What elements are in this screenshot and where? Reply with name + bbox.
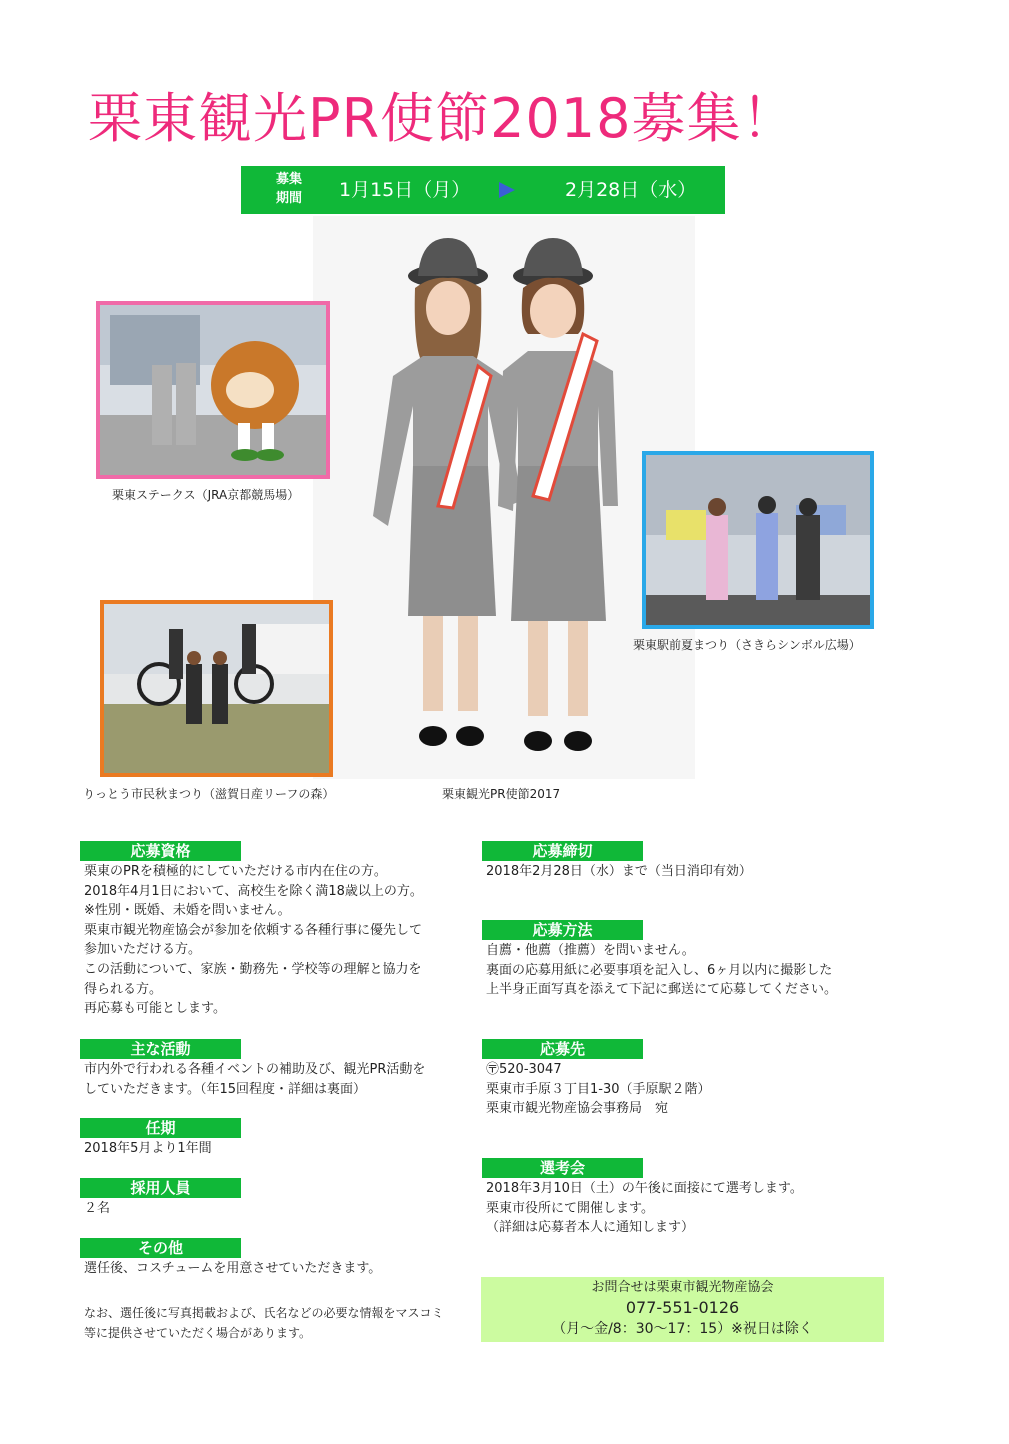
activity-text xyxy=(84,1060,425,1099)
photo-ritto-stakes xyxy=(96,301,330,479)
recruit-count-text xyxy=(84,1199,110,1219)
selection-line: （詳細は応募者本人に通知します） xyxy=(486,1220,695,1236)
period-end: 2月28日（水） xyxy=(565,179,697,201)
header-recruit-count: 採用人員 xyxy=(80,1178,241,1198)
caption-stakes: 栗東ステークス（JRA京都競馬場） xyxy=(112,488,300,502)
selection-line: 栗東市役所にて開催します。 xyxy=(486,1200,654,1216)
header-selection: 選考会 xyxy=(482,1158,643,1178)
qualification-line: ※性別・既婚、未婚を問いません。 xyxy=(84,903,291,919)
other-line: 選任後、コスチュームを用意させていただきます。 xyxy=(84,1261,382,1276)
qualification-text xyxy=(84,862,423,1019)
method-text xyxy=(486,941,837,1000)
header-qualification: 応募資格 xyxy=(80,841,241,861)
note-text xyxy=(84,1303,444,1343)
header-other: その他 xyxy=(80,1238,241,1258)
recruit-count-line: ２名 xyxy=(84,1201,111,1216)
qualification-line: 参加いただける方。 xyxy=(84,942,202,958)
header-address: 応募先 xyxy=(482,1039,643,1059)
period-label xyxy=(269,170,309,208)
photo-autumn-festival xyxy=(100,600,333,777)
method-line: 自薦・他薦（推薦）を問いません。 xyxy=(486,943,695,958)
qualification-line: 得られる方。 xyxy=(84,981,163,997)
qualification-line: 栗東のPRを積極的にしていただける市内在住の方。 xyxy=(84,864,387,879)
caption-summer-festival: 栗東駅前夏まつり（さきらシンボル広場） xyxy=(633,638,861,652)
page-title: 栗東観光PR使節2018募集！ xyxy=(88,87,797,150)
method-line: 上半身正面写真を添えて下記に郵送にて応募してください。 xyxy=(486,982,838,998)
caption-main-photo: 栗東観光PR使節2017 xyxy=(442,787,561,801)
header-deadline: 応募締切 xyxy=(482,841,643,861)
address-text xyxy=(486,1060,711,1119)
term-line: 2018年5月より1年間 xyxy=(84,1141,212,1156)
caption-autumn-festival: りっとう市民秋まつり（滋賀日産リーフの森） xyxy=(83,787,335,801)
activity-line: 市内外で行われる各種イベントの補助及び、観光PR活動を xyxy=(84,1062,426,1077)
deadline-line: 2018年2月28日（水）まで（当日消印有効） xyxy=(486,864,752,879)
note-line: 等に提供させていただく場合があります。 xyxy=(84,1326,312,1340)
qualification-line: 2018年4月1日において、高校生を除く満18歳以上の方。 xyxy=(84,883,423,899)
period-label-line2: 期間 xyxy=(275,191,302,206)
header-method: 応募方法 xyxy=(482,920,643,940)
term-text xyxy=(84,1139,212,1159)
contact-org: お問合せは栗東市観光物産協会 xyxy=(591,1280,774,1295)
period-start: 1月15日（月） xyxy=(339,179,471,201)
address-line: 栗東市手原３丁目1-30（手原駅２階） xyxy=(486,1081,711,1097)
period-label-line1: 募集 xyxy=(275,172,302,187)
contact-phone[interactable]: 077-551-0126 xyxy=(625,1298,740,1317)
method-line: 裏面の応募用紙に必要事項を記入し、6ヶ月以内に撮影した xyxy=(486,962,833,978)
photo-summer-festival xyxy=(642,451,874,629)
selection-text xyxy=(486,1179,803,1238)
activity-line: していただきます。（年15回程度・詳細は裏面） xyxy=(84,1081,367,1097)
address-line: 栗東市観光物産協会事務局 宛 xyxy=(486,1101,669,1117)
contact-hours: （月～金/8：30～17：15）※祝日は除く xyxy=(552,1321,813,1337)
arrow-right-icon xyxy=(499,182,515,198)
deadline-text xyxy=(486,862,752,882)
address-line: 〶520-3047 xyxy=(486,1062,562,1077)
main-photo-ambassadors xyxy=(313,216,695,779)
qualification-line: 再応募も可能とします。 xyxy=(84,1001,226,1017)
header-activity: 主な活動 xyxy=(80,1039,241,1059)
recruitment-period-banner xyxy=(241,166,725,214)
note-line: なお、選任後に写真掲載および、氏名などの必要な情報をマスコミ xyxy=(84,1306,444,1320)
header-term: 任期 xyxy=(80,1118,241,1138)
other-text xyxy=(84,1259,381,1279)
selection-line: 2018年3月10日（土）の午後に面接にて選考します。 xyxy=(486,1181,803,1196)
qualification-line: この活動について、家族・勤務先・学校等の理解と協力を xyxy=(84,961,422,977)
qualification-line: 栗東市観光物産協会が参加を依頼する各種行事に優先して xyxy=(84,922,423,938)
contact-box xyxy=(481,1277,884,1342)
